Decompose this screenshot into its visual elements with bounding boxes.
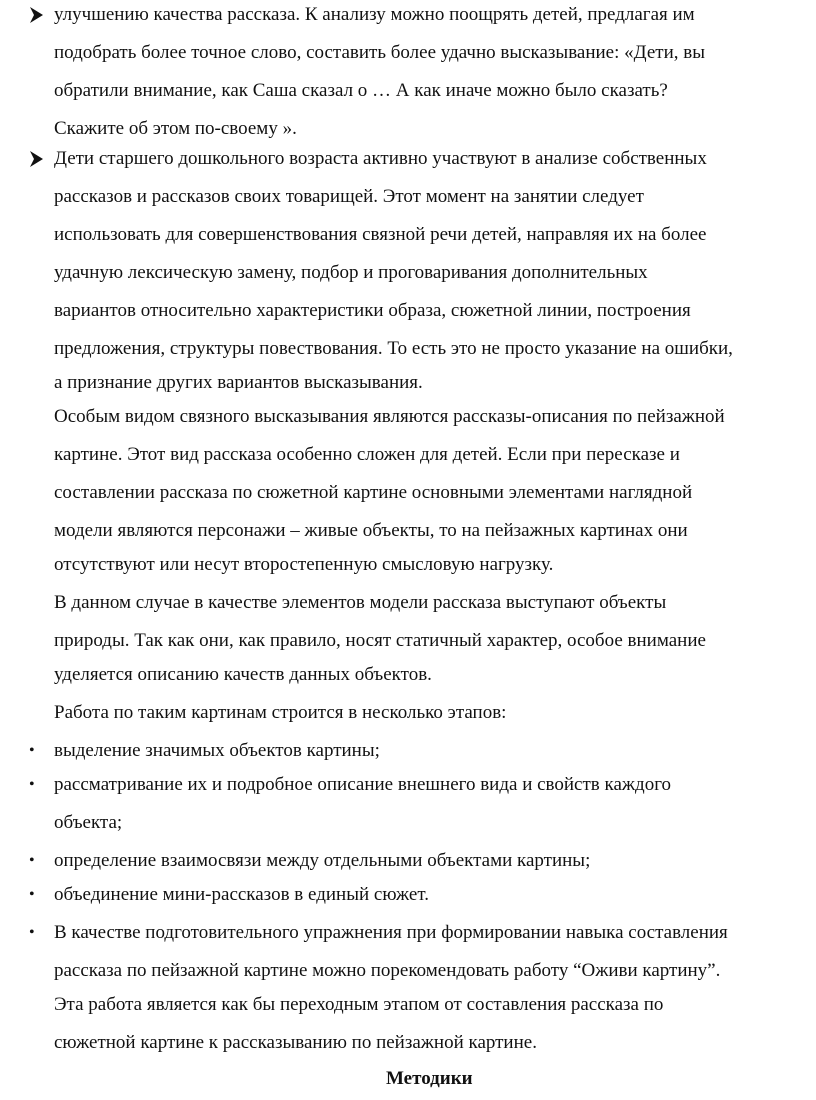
list-item: определение взаимосвязи между отдельными объектами картины; [54,850,591,871]
text-line: Скажите об этом по-своему ». [54,118,297,139]
text-line: а признание других вариантов высказывания. [54,372,423,393]
text-line: Работа по таким картинам строится в несколько этапов: [54,702,507,723]
list-item: рассматривание их и подробное описание внешнего вида и свойств каждого [54,774,672,795]
list-item: В качестве подготовительного упражнения при формировании навыка составления [54,922,728,943]
text-line: составлении рассказа по сюжетной картине основными элементами наглядной [54,482,693,503]
text-line: предложения, структуры повествования. То есть это не просто указание на ошибки, [54,338,733,359]
text-line: улучшению качества рассказа. К анализу можно поощрять детей, предлагая им [54,4,695,25]
text-line: Дети старшего дошкольного возраста активно участвуют в анализе собственных [54,148,707,169]
list-item: объединение мини-рассказов в единый сюжет. [54,884,429,905]
text-line: использовать для совершенствования связной речи детей, направляя их на более [54,224,707,245]
list-item: рассказа по пейзажной картине можно порекомендовать работу “Оживи картину”. [54,960,721,981]
section-heading: Методики [386,1068,473,1089]
text-line: удачную лексическую замену, подбор и проговаривания дополнительных [54,262,648,283]
bullet-dot-icon: • [29,886,35,903]
arrow-bullet-icon [29,150,44,168]
text-line: подобрать более точное слово, составить более удачно высказывание: «Дети, вы [54,42,705,63]
list-item: объекта; [54,812,123,833]
text-line: природы. Так как они, как правило, носят статичный характер, особое внимание [54,630,706,651]
bullet-dot-icon: • [29,852,35,869]
text-line: картине. Этот вид рассказа особенно сложен для детей. Если при пересказе и [54,444,680,465]
bullet-dot-icon: • [29,742,35,759]
list-item: Эта работа является как бы переходным этапом от составления рассказа по [54,994,664,1015]
text-line: рассказов и рассказов своих товарищей. Этот момент на занятии следует [54,186,644,207]
bullet-dot-icon: • [29,776,35,793]
text-line: В данном случае в качестве элементов модели рассказа выступают объекты [54,592,667,613]
text-line: уделяется описанию качеств данных объектов. [54,664,432,685]
text-line: Особым видом связного высказывания являются рассказы-описания по пейзажной [54,406,725,427]
list-item: сюжетной картине к рассказыванию по пейзажной картине. [54,1032,537,1053]
arrow-bullet-icon [29,6,44,24]
bullet-dot-icon: • [29,924,35,941]
text-line: отсутствуют или несут второстепенную смысловую нагрузку. [54,554,554,575]
text-line: вариантов относительно характеристики образа, сюжетной линии, построения [54,300,691,321]
text-line: модели являются персонажи – живые объекты, то на пейзажных картинах они [54,520,688,541]
text-line: обратили внимание, как Саша сказал о … А как иначе можно было сказать? [54,80,668,101]
list-item: выделение значимых объектов картины; [54,740,380,761]
